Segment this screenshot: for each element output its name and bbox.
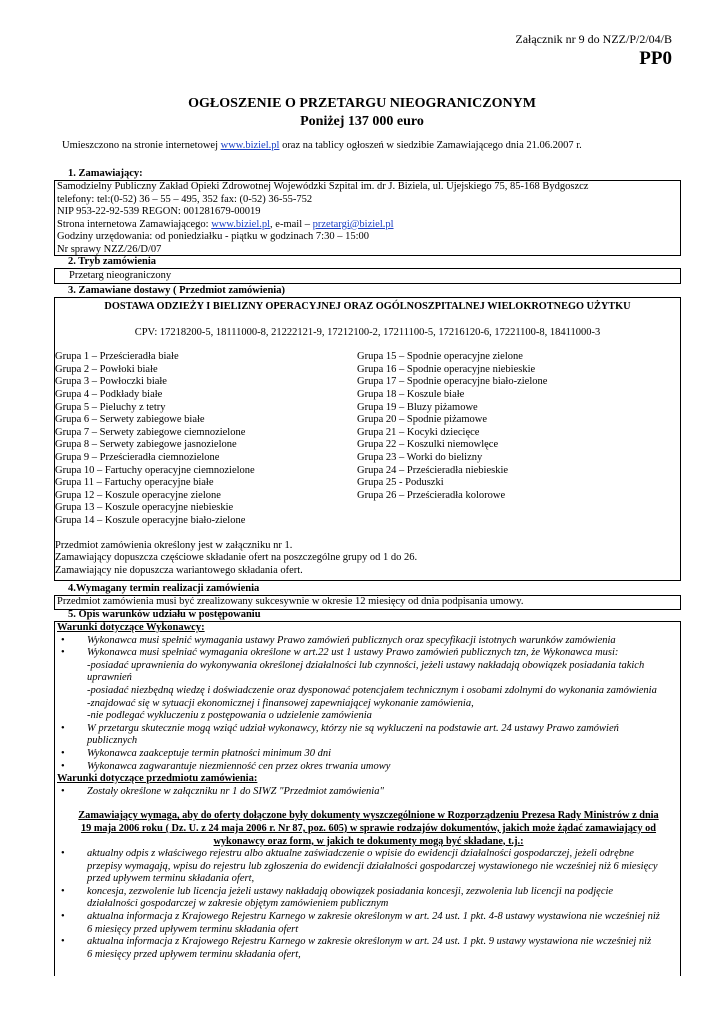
group-item: Grupa 26 – Prześcieradła kolorowe <box>357 489 506 501</box>
website-link[interactable]: www.biziel.pl <box>220 140 280 151</box>
section-3-box <box>54 297 681 581</box>
order-subject: DOSTAWA ODZIEŻY I BIELIZNY OPERACYJNEJ ORAZ OGÓLNOSZPITALNEJ WIELOKROTNEGO UŻYTKU <box>104 301 631 312</box>
group-item: Grupa 19 – Bluzy piżamowe <box>357 401 478 413</box>
web-label: Strona internetowa Zamawiającego: <box>57 218 212 230</box>
subject-conditions-heading: Warunki dotyczące przedmiotu zamówienia: <box>57 773 258 785</box>
order-note: Przedmiot zamówienia określony jest w załączniku nr 1. <box>55 539 293 551</box>
document-text: działalności gospodarczej w zakresie objętym zamówieniem publicznym <box>87 898 389 910</box>
condition-text: -posiadać uprawnienia do wykonywania określonej działalności lub czynności, jeżeli ustawy nakładają obowiązek posiadania takich <box>87 659 645 671</box>
group-item: Grupa 9 – Prześcieradła ciemnozielone <box>55 451 220 463</box>
contact-phones: telefony: tel:(0-52) 36 – 55 – 495, 352 fax: (0-52) 36-55-752 <box>57 193 313 205</box>
condition-text: -nie podlegać wykluczeniu z postępowania o udzielenie zamówienia <box>87 710 372 722</box>
group-item: Grupa 24 – Prześcieradła niebieskie <box>357 464 509 476</box>
document-text: 6 miesięcy przed upływem terminu składania ofert, <box>87 948 301 960</box>
office-hours: Godziny urzędowania: od poniedziałku - piątku w godzinach 7:30 – 15:00 <box>57 231 370 243</box>
document-text: 6 miesięcy przed upływem terminu składania ofert <box>87 923 299 935</box>
contracting-authority-name: Samodzielny Publiczny Zakład Opieki Zdrowotnej Wojewódzki Szpital im. dr J. Biziela, ul. Ujejskiego 75, 85-168 Bydgoszcz <box>57 181 589 192</box>
section-3-heading: 3. Zamawiane dostawy ( Przedmiot zamówienia) <box>68 285 285 296</box>
section-1-box <box>54 180 681 256</box>
group-item: Grupa 23 – Worki do bielizny <box>357 451 483 463</box>
section-2-heading: 2. Tryb zamówienia <box>68 256 156 267</box>
condition-item: • Wykonawca zagwarantuje niezmienność cen przez okres trwania umowy <box>61 760 391 772</box>
section-5-heading: 5. Opis warunków udziału w postępowaniu <box>68 609 261 620</box>
group-item: Grupa 11 – Fartuchy operacyjne białe <box>55 477 214 489</box>
contractor-conditions-heading: Warunki dotyczące Wykonawcy: <box>57 622 205 633</box>
groups-left-list <box>55 351 357 527</box>
publication-text-after: oraz na tablicy ogłoszeń w siedzibie Zamawiającego dnia 21.06.2007 r. <box>279 140 582 151</box>
condition-text: Wykonawca musi spełniać wymagania określone w art.22 ust 1 ustawy Prawo zamówień publicznych tzn, że Wykonawca musi: <box>87 647 619 659</box>
group-item: Grupa 6 – Serwety zabiegowe białe <box>55 414 205 426</box>
email-link[interactable]: przetargi@biziel.pl <box>312 218 394 230</box>
condition-text: publicznych <box>87 735 138 747</box>
group-item: Grupa 20 – Spodnie piżamowe <box>357 414 488 426</box>
docs-heading-line: Zamawiający wymaga, aby do oferty dołączone były dokumenty wyszczególnione w Rozporządzeniu Prezesa Rady Ministrów z dnia <box>78 810 659 822</box>
section-5-box <box>54 621 681 976</box>
section-2-box <box>54 268 681 284</box>
document-text: przed upływem terminu składania ofert, <box>87 873 255 885</box>
group-item: Grupa 22 – Koszulki niemowlęce <box>357 439 499 451</box>
cpv-codes: CPV: 17218200-5, 18111000-8, 21222121-9, 17212100-2, 17211100-5, 17216120-6, 17221100-8, 18411000-3 <box>134 326 601 338</box>
condition-text: Wykonawca zagwarantuje niezmienność cen przez okres trwania umowy <box>87 760 391 772</box>
authority-website-link[interactable]: www.biziel.pl <box>211 218 271 230</box>
group-item: Grupa 3 – Powłoczki białe <box>55 376 167 388</box>
group-item: Grupa 13 – Koszule operacyjne niebieskie <box>55 502 234 514</box>
document-item: • aktualna informacja z Krajowego Rejestru Karnego w zakresie określonym w art. 24 ust. 1 pkt. 4-8 ustawy wystawiona nie wcześniej niż 6 miesięcy przed upływem terminu składania ofert <box>57 911 680 936</box>
groups-columns <box>55 351 680 527</box>
document-text: aktualny odpis z właściwego rejestru albo aktualne zaświadczenie o wpisie do ewidencji działalności gospodarczej, jeżeli odrębne <box>87 848 634 860</box>
condition-text: Wykonawca musi spełnić wymagania ustawy Prawo zamówień publicznych oraz specyfikacji istotnych warunków zamówienia <box>87 634 616 646</box>
publication-text-before: Umieszczono na stronie internetowej <box>62 140 221 151</box>
document-item: • aktualna informacja z Krajowego Rejestru Karnego w zakresie określonym w art. 24 ust. 1 pkt. 9 ustawy wystawiona nie wcześniej niż 6 miesięcy przed upływem terminu składania ofert, <box>57 936 680 961</box>
order-note: Zamawiający dopuszcza częściowe składanie ofert na poszczególne grupy od 1 do 26. <box>55 552 418 564</box>
condition-item: • Wykonawca musi spełnić wymagania ustawy Prawo zamówień publicznych oraz specyfikacji istotnych warunków zamówienia <box>61 634 616 646</box>
section-4-box <box>54 595 681 610</box>
tax-ids: NIP 953-22-92-539 REGON: 001281679-00019 <box>57 206 261 218</box>
condition-text: Zostały określone w załączniku nr 1 do SIWZ "Przedmiot zamówienia" <box>87 785 384 797</box>
document-text: koncesja, zezwolenie lub licencja jeżeli ustawy nakładają obowiązek posiadania koncesji, zezwolenia lub licencji na podjęcie <box>87 885 614 897</box>
delivery-deadline: Przedmiot zamówienia musi być zrealizowany sukcesywnie w okresie 12 miesięcy od dnia podpisania umowy. <box>57 596 524 607</box>
condition-item: • Zostały określone w załączniku nr 1 do SIWZ "Przedmiot zamówienia" <box>61 785 384 797</box>
groups-right-list <box>357 351 659 527</box>
group-item: Grupa 17 – Spodnie operacyjne biało-zielone <box>357 376 548 388</box>
group-item: Grupa 21 – Kocyki dziecięce <box>357 426 480 438</box>
group-item: Grupa 10 – Fartuchy operacyjne ciemnozielone <box>55 464 255 476</box>
group-item: Grupa 2 – Powłoki białe <box>55 363 158 375</box>
group-item: Grupa 1 – Prześcieradła białe <box>55 351 179 363</box>
email-label: , e-mail – <box>270 218 313 230</box>
docs-heading-line: wykonawcy oraz form, w jakich te dokumenty mogą być składane, t.j.: <box>213 835 524 847</box>
group-item: Grupa 16 – Spodnie operacyjne niebieskie <box>357 363 536 375</box>
contact-web-email <box>57 219 680 232</box>
group-item: Grupa 7 – Serwety zabiegowe ciemnozielone <box>55 426 246 438</box>
condition-text: -posiadać niezbędną wiedzę i doświadczenie oraz dysponować potencjałem technicznym i osobami zdolnymi do wykonania zamówienia <box>87 684 657 696</box>
document-text: aktualna informacja z Krajowego Rejestru Karnego w zakresie określonym w art. 24 ust. 1 pkt. 9 ustawy wystawiona nie wcześniej niż <box>87 936 652 948</box>
group-item: Grupa 18 – Koszule białe <box>357 388 465 400</box>
group-item: Grupa 12 – Koszule operacyjne zielone <box>55 489 221 501</box>
condition-item: • W przetargu skutecznie mogą wziąć udział wykonawcy, którzy nie są wykluczeni na podstawie art. 24 ustawy Prawo zamówień publicznych <box>57 723 680 748</box>
group-item: Grupa 15 – Spodnie operacyjne zielone <box>357 351 523 363</box>
case-number: Nr sprawy NZZ/26/D/07 <box>57 243 162 255</box>
page-title: OGŁOSZENIE O PRZETARGU NIEOGRANICZONYM <box>188 96 536 111</box>
condition-text: -znajdować się w sytuacji ekonomicznej i finansowej zapewniającej wykonanie zamówienia, <box>87 697 474 709</box>
order-note: Zamawiający nie dopuszcza wariantowego składania ofert. <box>55 564 303 576</box>
condition-item: • Wykonawca musi spełniać wymagania określone w art.22 ust 1 ustawy Prawo zamówień publicznych tzn, że Wykonawca musi: -posiadać uprawnienia do wykonywania określonej działalności lub czynności, jeżeli ustawy nakładają obowiązek posiadania takich uprawnień -posiadać niezbędną wiedzę i doświadczenie oraz dysponować potencjałem technicznym i osobami zdolnymi do wykonania zamówienia -znajdować się w sytuacji ekonomicznej i finansowej zapewniającej wykonanie zamówienia, -nie podlegać wykluczeniu z postępowania o udzielenie zamówienia <box>57 647 680 723</box>
publication-note <box>62 140 582 151</box>
document-code: PP0 <box>639 48 672 69</box>
group-item: Grupa 25 - Poduszki <box>357 477 444 489</box>
group-item: Grupa 5 – Pieluchy z tetry <box>55 401 166 413</box>
section-1-heading: 1. Zamawiający: <box>68 168 143 179</box>
attachment-reference: Załącznik nr 9 do NZZ/P/2/04/B <box>515 32 672 46</box>
document-text: aktualna informacja z Krajowego Rejestru Karnego w zakresie określonym w art. 24 ust. 1 pkt. 4-8 ustawy wystawiona nie wcześniej niż <box>87 911 660 923</box>
group-item: Grupa 14 – Koszule operacyjne biało-zielone <box>55 514 246 526</box>
procedure-type: Przetarg nieograniczony <box>69 270 172 281</box>
docs-heading-line: 19 maja 2006 roku ( Dz. U. z 24 maja 2006 r. Nr 87, poz. 605) w sprawie rodzajów dokumentów, jakich może żądać zamawiający od <box>80 822 657 834</box>
condition-text: uprawnień <box>87 672 132 684</box>
required-documents-heading <box>57 810 680 848</box>
condition-text: W przetargu skutecznie mogą wziąć udział wykonawcy, którzy nie są wykluczeni na podstawie art. 24 ustawy Prawo zamówień <box>87 722 619 734</box>
document-item: • koncesja, zezwolenie lub licencja jeżeli ustawy nakładają obowiązek posiadania koncesji, zezwolenia lub licencji na podjęcie działalności gospodarczej w zakresie objętym zamówieniem publicznym <box>57 886 680 911</box>
condition-text: Wykonawca zaakceptuje termin płatności minimum 30 dni <box>87 747 331 759</box>
order-notes <box>55 540 680 578</box>
group-item: Grupa 8 – Serwety zabiegowe jasnozielone <box>55 439 237 451</box>
section-4-heading: 4.Wymagany termin realizacji zamówienia <box>68 583 260 594</box>
page-subtitle: Poniżej 137 000 euro <box>300 114 424 129</box>
condition-item: • Wykonawca zaakceptuje termin płatności minimum 30 dni <box>61 747 331 759</box>
document-item: • aktualny odpis z właściwego rejestru albo aktualne zaświadczenie o wpisie do ewidencji działalności gospodarczej, jeżeli odrębne przepisy wymagają, wpisu do rejestru lub zgłoszenia do ewidencji działalności gospodarczej wystawionego nie wcześniej niż 6 miesięcy przed upływem terminu składania ofert, <box>57 848 680 886</box>
document-text: przepisy wymagają, wpisu do rejestru lub zgłoszenia do ewidencji działalności gospodarczej wystawionego nie wcześniej niż 6 miesięcy <box>87 860 658 872</box>
group-item: Grupa 4 – Podkłady białe <box>55 388 163 400</box>
